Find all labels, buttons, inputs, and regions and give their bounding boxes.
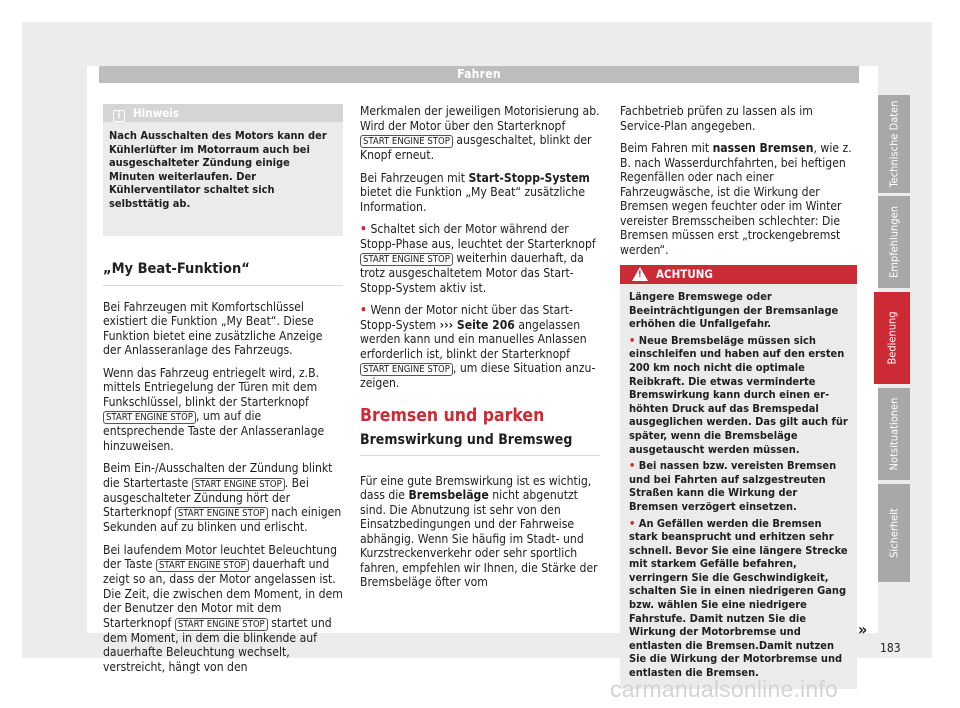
note-box <box>103 104 343 236</box>
warning-box <box>620 265 857 689</box>
section-heading-bremswirkung: Bremswirkung und Bremsweg <box>360 433 600 456</box>
start-engine-stop-key: START ENGINE STOP <box>103 411 196 424</box>
warning-title: ACHTUNG <box>656 267 713 281</box>
note-title: Hinweis <box>133 106 179 120</box>
start-engine-stop-key: START ENGINE STOP <box>156 559 249 572</box>
continue-arrow-icon: » <box>858 620 868 639</box>
warning-item: • An Gefällen werden die Bremsen stark beansprucht und erhitzen sehr schnell. Bevor Sie eine längere Strecke mit starkem Gefälle befahren, verringern Sie die Geschwindigkeit, schalten Sie in einen niedrigeren Gang bzw. wählen Sie eine niedrigere Fahrstufe. Damit nutzen Sie die Wirkung der Motorbremse und entlasten die Bremsen.Damit nutzen Sie die Wirkung der Motorbremse und entlasten die Bremsen. <box>629 516 848 680</box>
info-icon: i <box>113 110 125 122</box>
page-header: Fahren <box>99 66 859 83</box>
tab-notsituationen[interactable]: Notsituationen <box>878 388 910 480</box>
warning-intro: Längere Bremswege oder Beeinträchtigungen der Bremsanlage erhöhen die Unfallgefahr. <box>629 290 839 331</box>
column-2 <box>360 104 600 598</box>
watermark: carmanualsonline.info <box>610 676 838 702</box>
paragraph: Für eine gute Bremswirkung ist es wichtig, dass die Bremsbeläge nicht abgenutzt sind. Die Abnutzung ist sehr von den Einsatzbedingungen und der Fahrweise abhängig. Wenn Sie häufig im Stadt- und Kurzstreckenverkehr oder sehr sportlich fahren, empfehlen wir Ihnen, die Stärke der Bremsbeläge öfter vom <box>360 473 598 589</box>
start-engine-stop-key: START ENGINE STOP <box>360 363 453 376</box>
paragraph: Beim Fahren mit nassen Bremsen, wie z. B. nach Wasserdurchfahrten, bei heftigen Regenfällen oder nach einer Fahrzeugwäsche, ist die Wirkung der Bremsen wegen feuchter oder im Winter vereister Bremsscheiben schlechter: Die Bremsen müssen erst „trockengebremst werden“. <box>620 141 852 257</box>
paragraph: Bei Fahrzeugen mit Start-Stopp-System bietet die Funktion „My Beat“ zusätzliche Information. <box>360 170 590 214</box>
column-1 <box>103 104 343 682</box>
start-engine-stop-key: START ENGINE STOP <box>360 135 453 148</box>
paragraph: Bei laufendem Motor leuchtet Beleuchtung der Taste START ENGINE STOP dauerhaft und zeigt so an, dass der Motor angelassen ist. Die Zeit, die zwischen dem Moment, in dem der Benutzer den Motor mit dem Starterknopf START ENGINE STOP startet und dem Moment, in dem die blinkende auf dauerhafte Beleuchtung wechselt, verstreicht, hängt von den <box>103 542 343 674</box>
bullet-icon: • <box>629 516 636 530</box>
tab-empfehlungen[interactable]: Empfehlungen <box>878 196 910 288</box>
start-engine-stop-key: START ENGINE STOP <box>175 618 268 631</box>
bullet-icon: • <box>629 459 636 473</box>
bullet-item: • Schaltet sich der Motor während der Stopp-Phase aus, leuchtet der Starterknopf START ENGINE STOP weiterhin dauerhaft, da trotz ausgeschaltetem Motor das Start-Stopp-System aktiv ist. <box>360 222 596 295</box>
page-number: 183 <box>880 641 901 655</box>
section-heading-my-beat: „My Beat-Funktion“ <box>103 262 343 286</box>
tab-technische-daten[interactable]: Technische Daten <box>878 95 910 193</box>
chapter-heading: Bremsen und parken <box>360 405 545 426</box>
warning-item: • Neue Bremsbeläge müssen sich einschleifen und haben auf den ersten 200 km noch nicht die optimale Reibkraft. Die etwas verminderte Bremswirkung kann durch einen erhöhten Druck auf das Bremspedal ausgeglichen werden. Das gilt auch für später, wenn die Bremsbeläge ausgetauscht werden müssen. <box>629 333 848 456</box>
paragraph: Wenn das Fahrzeug entriegelt wird, z.B. mittels Entriegelung der Türen mit dem Funkschlüssel, blinkt der Starterknopf START ENGINE STOP , um auf die entsprechende Taste der Anlasseranlage hinzuweisen. <box>103 365 325 453</box>
warning-header <box>620 265 857 284</box>
start-engine-stop-key: START ENGINE STOP <box>192 478 285 491</box>
column-3 <box>620 104 857 689</box>
paragraph: Merkmalen der jeweiligen Motorisierung ab. Wird der Motor über den Starterknopf START ENGINE STOP ausgeschaltet, blinkt der Knopf erneut. <box>360 104 600 162</box>
start-engine-stop-key: START ENGINE STOP <box>360 253 453 266</box>
note-body: Nach Ausschalten des Motors kann der Kühlerlüfter im Motorraum auch bei ausgeschalteter Zündung einige Minuten weiterlaufen. Der Kühlerventilator schaltet sich selbsttätig ab. <box>109 129 327 210</box>
warning-item: • Bei nassen bzw. vereisten Bremsen und bei Fahrten auf salzgestreuten Straßen kann die Wirkung der Bremsen verzögert einsetzen. <box>629 459 837 513</box>
bullet-icon: • <box>360 222 367 236</box>
paragraph: Bei Fahrzeugen mit Komfortschlüssel existiert die Funktion „My Beat“. Diese Funktion bietet eine zusätzliche Anzeige der Anlasseranlage des Fahrzeugs. <box>103 299 323 357</box>
warning-triangle-icon <box>632 267 648 281</box>
paragraph: Fachbetrieb prüfen zu lassen als im Service-Plan angegeben. <box>620 104 813 133</box>
bullet-icon: • <box>629 333 636 347</box>
tab-bedienung[interactable]: Bedienung <box>874 292 910 384</box>
paragraph: Beim Ein-/Ausschalten der Zündung blinkt die Startertaste START ENGINE STOP . Bei ausgeschalteter Zündung hört der Starterknopf START ENGINE STOP nach einigen Sekunden auf zu blinken und erlischt. <box>103 461 342 534</box>
bullet-item: • Wenn der Motor nicht über das Start-Stopp-System ››› Seite 206 angelassen werden kann und ein manuelles Anlassen erforderlich ist, blinkt der Starterknopf START ENGINE STOP , um diese Situation anzuzeigen. <box>360 303 596 390</box>
tab-sicherheit[interactable]: Sicherheit <box>878 484 910 582</box>
note-header <box>103 104 343 122</box>
warning-body <box>620 284 857 689</box>
page-reference-link[interactable]: ››› Seite 206 <box>439 317 515 332</box>
start-engine-stop-key: START ENGINE STOP <box>175 507 268 520</box>
bullet-icon: • <box>360 303 367 317</box>
